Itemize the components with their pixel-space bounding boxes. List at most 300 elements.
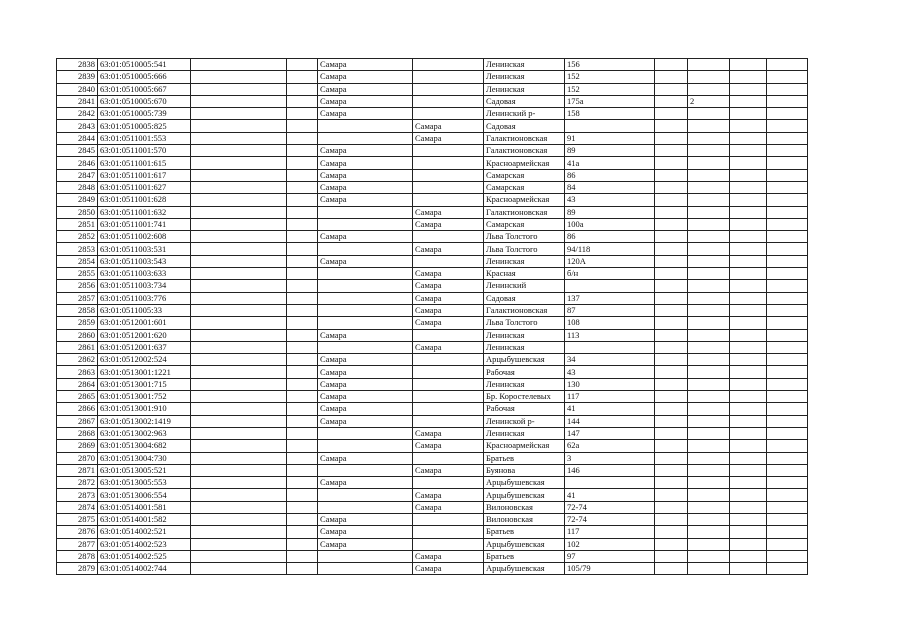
empty-cell [767,427,808,439]
empty-cell [287,71,318,83]
house-number-cell: 152 [565,71,655,83]
table-row [57,452,808,464]
city-cell [318,427,413,439]
building-cell [688,403,730,415]
city-cell: Самара [413,563,484,575]
building-cell [688,120,730,132]
city-cell [318,218,413,230]
house-number-cell: 91 [565,132,655,144]
building-cell [688,538,730,550]
city-cell: Самара [318,526,413,538]
city-cell: Самара [413,341,484,353]
cadastral-number-cell: 63:01:0513005:553 [98,477,191,489]
empty-cell [730,526,767,538]
empty-cell [730,145,767,157]
city-cell: Самара [413,280,484,292]
city-cell [318,464,413,476]
empty-cell [191,489,287,501]
street-cell: Арцыбушевская [484,563,565,575]
city-cell [318,304,413,316]
row-number-cell: 2839 [57,71,98,83]
cadastral-number-cell: 63:01:0511001:617 [98,169,191,181]
empty-cell [655,145,688,157]
row-number-cell: 2866 [57,403,98,415]
empty-cell [287,145,318,157]
empty-cell [191,169,287,181]
building-cell [688,59,730,71]
city-cell: Самара [413,206,484,218]
cadastral-number-cell: 63:01:0512002:524 [98,354,191,366]
city-cell [318,501,413,513]
building-cell [688,132,730,144]
empty-cell [287,513,318,525]
building-cell [688,489,730,501]
house-number-cell: 102 [565,538,655,550]
street-cell: Ленинский [484,280,565,292]
cadastral-number-cell: 63:01:0513002:963 [98,427,191,439]
empty-cell [767,194,808,206]
cadastral-number-cell: 63:01:0510005:666 [98,71,191,83]
street-cell: Ленинская [484,83,565,95]
cadastral-number-cell: 63:01:0513004:682 [98,440,191,452]
row-number-cell: 2850 [57,206,98,218]
row-number-cell: 2870 [57,452,98,464]
cadastral-number-cell: 63:01:0513005:521 [98,464,191,476]
cadastral-number-cell: 63:01:0511001:615 [98,157,191,169]
empty-cell [730,206,767,218]
building-cell [688,218,730,230]
cadastral-number-cell: 63:01:0514001:581 [98,501,191,513]
house-number-cell: 41 [565,489,655,501]
city-cell [413,231,484,243]
row-number-cell: 2838 [57,59,98,71]
city-cell [318,563,413,575]
empty-cell [655,59,688,71]
empty-cell [767,218,808,230]
table-row [57,341,808,353]
row-number-cell: 2841 [57,95,98,107]
house-number-cell: 43 [565,366,655,378]
building-cell [688,71,730,83]
empty-cell [655,95,688,107]
city-cell: Самара [413,489,484,501]
empty-cell [767,206,808,218]
city-cell [413,526,484,538]
building-cell [688,280,730,292]
empty-cell [287,452,318,464]
empty-cell [191,391,287,403]
empty-cell [191,427,287,439]
empty-cell [767,292,808,304]
empty-cell [655,550,688,562]
empty-cell [191,145,287,157]
city-cell: Самара [413,243,484,255]
empty-cell [730,292,767,304]
city-cell [318,206,413,218]
house-number-cell: 105/79 [565,563,655,575]
empty-cell [767,181,808,193]
table-row [57,391,808,403]
city-cell [413,71,484,83]
row-number-cell: 2867 [57,415,98,427]
empty-cell [287,501,318,513]
empty-cell [655,354,688,366]
city-cell: Самара [318,513,413,525]
cadastral-number-cell: 63:01:0513006:554 [98,489,191,501]
empty-cell [767,563,808,575]
row-number-cell: 2862 [57,354,98,366]
row-number-cell: 2865 [57,391,98,403]
house-number-cell: б/н [565,268,655,280]
empty-cell [655,378,688,390]
table-row [57,317,808,329]
empty-cell [287,181,318,193]
table-row [57,181,808,193]
street-cell: Рабочая [484,366,565,378]
table-row [57,268,808,280]
table-row [57,550,808,562]
city-cell [413,477,484,489]
cadastral-number-cell: 63:01:0511001:570 [98,145,191,157]
cadastral-number-cell: 63:01:0512001:620 [98,329,191,341]
cadastral-number-cell: 63:01:0513001:715 [98,378,191,390]
street-cell: Арцыбушевская [484,354,565,366]
house-number-cell: 108 [565,317,655,329]
street-cell: Галактионовская [484,145,565,157]
empty-cell [287,341,318,353]
table-row [57,366,808,378]
empty-cell [287,477,318,489]
empty-cell [730,194,767,206]
empty-cell [730,513,767,525]
empty-cell [191,550,287,562]
street-cell: Ленинская [484,59,565,71]
city-cell [413,157,484,169]
empty-cell [767,378,808,390]
table-row [57,292,808,304]
house-number-cell: 72-74 [565,501,655,513]
house-number-cell: 147 [565,427,655,439]
empty-cell [730,538,767,550]
empty-cell [655,464,688,476]
row-number-cell: 2846 [57,157,98,169]
building-cell [688,452,730,464]
cadastral-number-cell: 63:01:0512001:637 [98,341,191,353]
empty-cell [767,157,808,169]
city-cell [318,268,413,280]
empty-cell [191,280,287,292]
city-cell [413,169,484,181]
city-cell: Самара [413,440,484,452]
empty-cell [730,452,767,464]
empty-cell [191,71,287,83]
empty-cell [287,427,318,439]
building-cell [688,206,730,218]
house-number-cell: 117 [565,391,655,403]
empty-cell [191,108,287,120]
street-cell: Ленинская [484,341,565,353]
house-number-cell: 113 [565,329,655,341]
empty-cell [730,415,767,427]
row-number-cell: 2861 [57,341,98,353]
table-row [57,538,808,550]
street-cell: Ленинская [484,71,565,83]
empty-cell [191,120,287,132]
row-number-cell: 2858 [57,304,98,316]
empty-cell [730,255,767,267]
empty-cell [287,317,318,329]
house-number-cell [565,280,655,292]
row-number-cell: 2847 [57,169,98,181]
building-cell [688,292,730,304]
empty-cell [191,292,287,304]
empty-cell [191,317,287,329]
street-cell: Самарская [484,181,565,193]
empty-cell [287,120,318,132]
empty-cell [730,231,767,243]
city-cell [413,378,484,390]
city-cell [413,181,484,193]
building-cell [688,194,730,206]
empty-cell [655,108,688,120]
building-cell [688,231,730,243]
house-number-cell [565,341,655,353]
house-number-cell: 144 [565,415,655,427]
building-cell [688,513,730,525]
empty-cell [655,71,688,83]
cadastral-number-cell: 63:01:0511001:628 [98,194,191,206]
empty-cell [191,464,287,476]
city-cell: Самара [413,317,484,329]
empty-cell [767,538,808,550]
row-number-cell: 2874 [57,501,98,513]
empty-cell [191,366,287,378]
empty-cell [730,108,767,120]
empty-cell [767,415,808,427]
empty-cell [287,378,318,390]
street-cell: Льва Толстого [484,243,565,255]
empty-cell [191,218,287,230]
empty-cell [730,464,767,476]
table-row [57,403,808,415]
table-row [57,157,808,169]
empty-cell [655,366,688,378]
building-cell [688,477,730,489]
table-row [57,194,808,206]
empty-cell [730,243,767,255]
house-number-cell: 156 [565,59,655,71]
empty-cell [287,440,318,452]
empty-cell [655,513,688,525]
city-cell [318,317,413,329]
city-cell: Самара [318,366,413,378]
empty-cell [655,329,688,341]
city-cell [413,403,484,415]
cadastral-number-cell: 63:01:0510005:825 [98,120,191,132]
row-number-cell: 2855 [57,268,98,280]
city-cell: Самара [318,391,413,403]
table-row [57,464,808,476]
street-cell: Ленинской р- [484,415,565,427]
city-cell: Самара [318,255,413,267]
empty-cell [287,538,318,550]
building-cell [688,464,730,476]
cadastral-number-cell: 63:01:0511001:741 [98,218,191,230]
street-cell: Льва Толстого [484,317,565,329]
building-cell [688,317,730,329]
city-cell: Самара [318,194,413,206]
empty-cell [655,243,688,255]
building-cell [688,440,730,452]
empty-cell [655,317,688,329]
cadastral-number-cell: 63:01:0513004:730 [98,452,191,464]
row-number-cell: 2857 [57,292,98,304]
empty-cell [730,477,767,489]
row-number-cell: 2864 [57,378,98,390]
street-cell: Самарская [484,169,565,181]
house-number-cell: 117 [565,526,655,538]
cadastral-number-cell: 63:01:0511001:553 [98,132,191,144]
table-row [57,231,808,243]
street-cell: Вилоновская [484,513,565,525]
row-number-cell: 2849 [57,194,98,206]
street-cell: Садовая [484,95,565,107]
empty-cell [287,268,318,280]
empty-cell [191,255,287,267]
house-number-cell: 94/118 [565,243,655,255]
building-cell [688,415,730,427]
building-cell [688,181,730,193]
empty-cell [655,268,688,280]
empty-cell [191,59,287,71]
empty-cell [287,292,318,304]
empty-cell [287,194,318,206]
building-cell [688,550,730,562]
row-number-cell: 2879 [57,563,98,575]
city-cell: Самара [318,231,413,243]
building-cell [688,157,730,169]
empty-cell [655,255,688,267]
cadastral-number-cell: 63:01:0511003:543 [98,255,191,267]
empty-cell [767,366,808,378]
empty-cell [655,120,688,132]
table-row [57,120,808,132]
city-cell [318,440,413,452]
street-cell: Братьев [484,452,565,464]
empty-cell [730,550,767,562]
table-row [57,59,808,71]
cadastral-number-cell: 63:01:0511003:633 [98,268,191,280]
empty-cell [287,132,318,144]
empty-cell [655,181,688,193]
row-number-cell: 2869 [57,440,98,452]
empty-cell [191,538,287,550]
building-cell [688,427,730,439]
empty-cell [655,304,688,316]
table-row [57,427,808,439]
cadastral-number-cell: 63:01:0513001:752 [98,391,191,403]
empty-cell [767,280,808,292]
row-number-cell: 2873 [57,489,98,501]
row-number-cell: 2853 [57,243,98,255]
empty-cell [287,218,318,230]
city-cell [318,489,413,501]
city-cell: Самара [318,169,413,181]
empty-cell [767,231,808,243]
street-cell: Ленинская [484,255,565,267]
empty-cell [287,366,318,378]
empty-cell [655,415,688,427]
city-cell: Самара [413,120,484,132]
city-cell: Самара [318,95,413,107]
empty-cell [767,268,808,280]
city-cell: Самара [318,415,413,427]
cadastral-number-cell: 63:01:0511001:627 [98,181,191,193]
empty-cell [767,489,808,501]
city-cell [318,132,413,144]
street-cell: Ленинская [484,329,565,341]
row-number-cell: 2877 [57,538,98,550]
city-cell [413,145,484,157]
cadastral-number-cell: 63:01:0511003:776 [98,292,191,304]
building-cell [688,145,730,157]
city-cell: Самара [318,403,413,415]
city-cell [413,108,484,120]
city-cell: Самара [318,452,413,464]
empty-cell [767,526,808,538]
empty-cell [655,501,688,513]
address-table [56,58,808,575]
house-number-cell: 152 [565,83,655,95]
table-row [57,255,808,267]
table-row [57,95,808,107]
empty-cell [191,304,287,316]
row-number-cell: 2872 [57,477,98,489]
street-cell: Ленинский р- [484,108,565,120]
city-cell: Самара [318,354,413,366]
city-cell [318,243,413,255]
empty-cell [287,526,318,538]
empty-cell [730,83,767,95]
empty-cell [287,489,318,501]
building-cell [688,243,730,255]
street-cell: Братьев [484,526,565,538]
empty-cell [287,391,318,403]
empty-cell [191,243,287,255]
house-number-cell: 120А [565,255,655,267]
empty-cell [730,440,767,452]
empty-cell [730,218,767,230]
empty-cell [767,477,808,489]
empty-cell [655,83,688,95]
building-cell [688,341,730,353]
house-number-cell: 34 [565,354,655,366]
table-row [57,83,808,95]
street-cell: Арцыбушевская [484,489,565,501]
row-number-cell: 2845 [57,145,98,157]
empty-cell [287,304,318,316]
house-number-cell: 87 [565,304,655,316]
city-cell: Самара [413,304,484,316]
house-number-cell: 100а [565,218,655,230]
empty-cell [730,329,767,341]
empty-cell [767,464,808,476]
cadastral-number-cell: 63:01:0514002:744 [98,563,191,575]
empty-cell [767,145,808,157]
empty-cell [287,108,318,120]
empty-cell [191,477,287,489]
empty-cell [287,95,318,107]
